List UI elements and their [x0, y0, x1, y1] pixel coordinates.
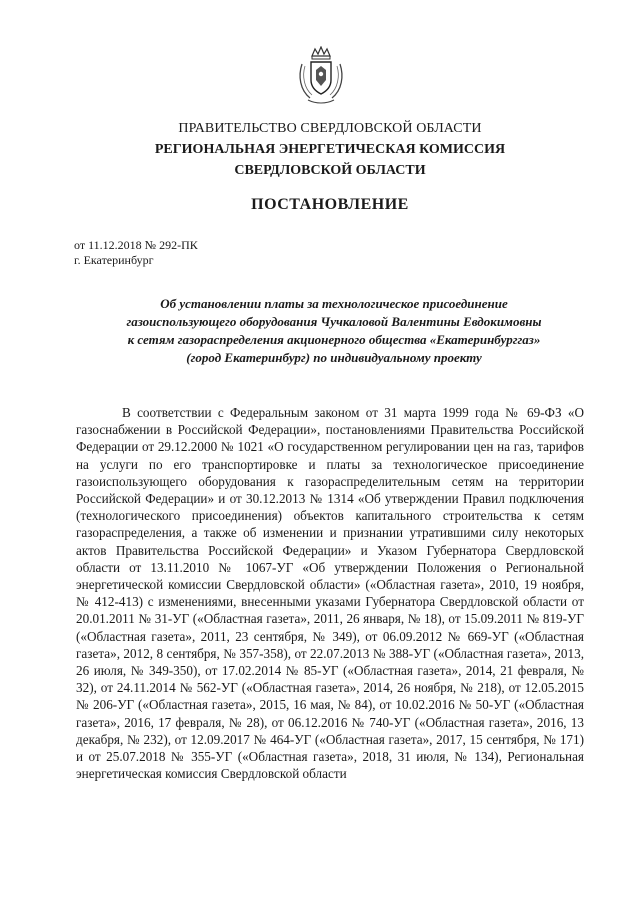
coat-of-arms-icon: [296, 46, 346, 106]
issuer-line-region: СВЕРДЛОВСКОЙ ОБЛАСТИ: [234, 163, 426, 178]
issuer-line-government: ПРАВИТЕЛЬСТВО СВЕРДЛОВСКОЙ ОБЛАСТИ: [178, 121, 482, 136]
date-and-number: от 11.12.2018 № 292-ПК: [74, 238, 198, 252]
city: г. Екатеринбург: [74, 253, 154, 267]
preamble-paragraph: В соответствии с Федеральным законом от 31 марта 1999 года № 69-ФЗ «О газоснабжении в Российской Федерации», постановлениями Правительства Российской Федерации от 29.12.2000 № 1021 «О государственном регулировании цен на газ, тарифов на услуги по его транспортировке и платы за технологическое присоединение газоиспользующего оборудования к газораспределительным сетям на территории Российской Федерации» и от 30.12.2013 № 1314 «Об утверждении Правил подключения (технологического присоединения) объектов капитального строительства к сетям газораспределения, а также об изменении и признании утратившими силу некоторых актов Правительства Российской Федерации» и Указом Губернатора Свердловской области от 13.11.2010 № 1067-УГ «Об утверждении Положения о Региональной энергетической комиссии Свердловской области» («Областная газета», 2010, 19 ноября, № 412-413) с изменениями, внесенными указами Губернатора Свердловской области от 20.01.2011 № 31-УГ («Областная газета», 2011, 26 января, № 18), от 15.09.2011 № 819-УГ («Областная газета», 2011, 23 сентября, № 349), от 06.09.2012 № 669-УГ («Областная газета», 2012, 8 сентября, № 357-358), от 22.07.2013 № 388-УГ («Областная газета», 2013, 26 июля, № 349-350), от 17.02.2014 № 85-УГ («Областная газета», 2014, 21 февраля, № 32), от 24.11.2014 № 562-УГ («Областная газета», 2014, 26 ноября, № 218), от 12.05.2015 № 206-УГ («Областная газета», 2015, 16 мая, № 84), от 10.02.2016 № 50-УГ («Областная газета», 2016, 17 февраля, № 28), от 06.12.2016 № 740-УГ («Областная газета», 2016, 13 декабря, № 232), от 12.09.2017 № 464-УГ («Областная газета», 2017, 15 сентября, № 171) и от 25.07.2018 № 355-УГ («Областная газета», 2018, 31 июля, № 134), Региональная энергетическая комиссия Свердловской области: [76, 405, 584, 782]
title-line: Об установлении платы за технологическое присоединение: [160, 296, 508, 311]
title-line: к сетям газораспределения акционерного общества «Екатеринбурггаз»: [127, 332, 541, 347]
title-line: газоиспользующего оборудования Чучкаловой Валентины Евдокимовны: [126, 314, 542, 329]
document-title: [84, 295, 584, 367]
issuer-line-commission: РЕГИОНАЛЬНАЯ ЭНЕРГЕТИЧЕСКАЯ КОМИССИЯ: [154, 142, 506, 157]
document-type-heading: ПОСТАНОВЛЕНИЕ: [251, 196, 409, 213]
title-line: (город Екатеринбург) по индивидуальному проекту: [186, 350, 482, 365]
document-meta: [74, 238, 198, 268]
issuer-header: [40, 118, 620, 181]
